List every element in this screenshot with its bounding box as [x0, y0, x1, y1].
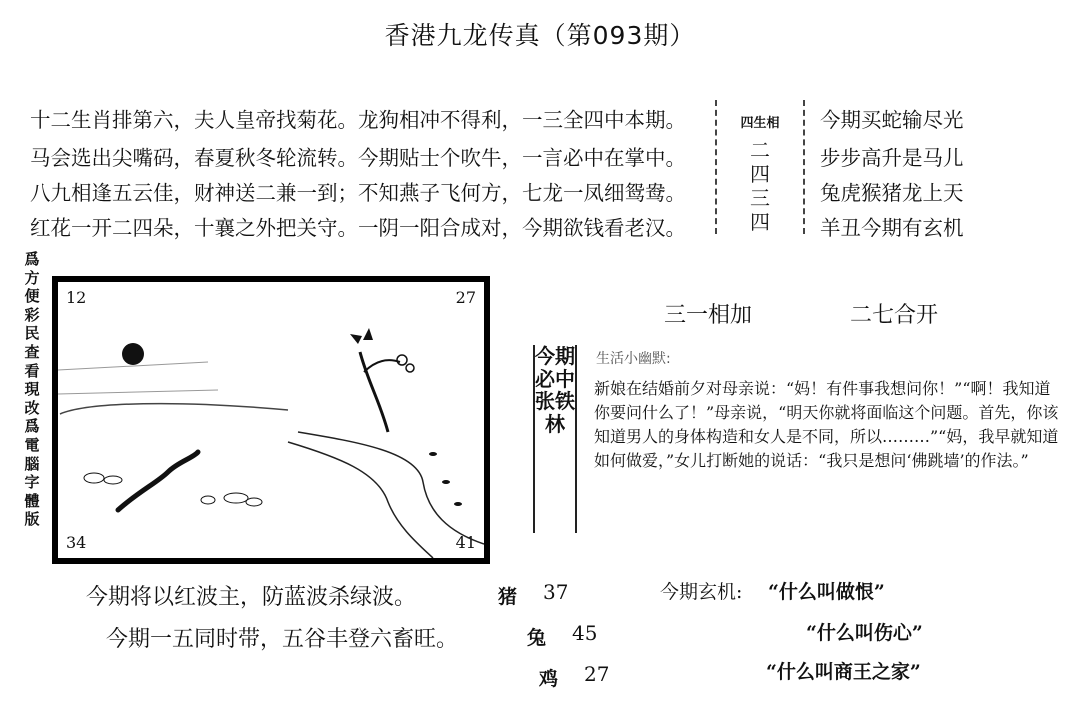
tag-number-3: 27: [584, 662, 610, 686]
zodiac-header: 四生相: [740, 116, 780, 131]
tag-char-3: 鸡: [539, 668, 559, 690]
zodiac-box: [715, 100, 805, 234]
riddle-label: 今期玄机:: [660, 581, 743, 603]
side-note: 爲方便彩民查看現改爲電腦字體版: [24, 250, 40, 529]
landscape-illustration: [58, 282, 484, 558]
corner-number-bottom-left: 34: [66, 533, 87, 552]
poem-line-1: 十二生肖排第六，夫人皇帝找菊花。龙狗相冲不得利，一三全四中本期。: [30, 108, 686, 132]
hint-left: 三一相加: [664, 303, 753, 328]
snake-shape: [118, 452, 198, 510]
poem-line-4: 红花一开二四朵，十襄之外把关守。一阴一阳合成对，今期欲钱看老汉。: [30, 216, 686, 240]
story-label: 生活小幽默:: [596, 351, 671, 367]
page-title: 香港九龙传真（第093期）: [384, 21, 696, 50]
tag-number-2: 45: [572, 621, 598, 645]
bottom-line-1: 今期将以红波主，防蓝波杀绿波。: [86, 585, 417, 610]
sun-shape: [122, 343, 144, 365]
tag-char-1: 猪: [498, 586, 518, 608]
riddle-line-3: “什么叫商王之家”: [766, 661, 921, 683]
zodiac-number-4: 四: [750, 210, 770, 234]
picture-frame: [52, 276, 490, 564]
zodiac-number-3: 三: [750, 186, 770, 210]
tag-number-1: 37: [543, 580, 569, 604]
poem-line-3: 八九相逢五云佳，财神送二兼一到；不知燕子飞何方，七龙一凤细鸳鸯。: [30, 181, 686, 205]
humor-story: 新娘在结婚前夕对母亲说：“妈！有件事我想问你！”“啊！我知道你要问什么了！”母亲说，“明天你就将面临这个问题。首先，你该知道男人的身体构造和女人是不同，所以………”“妈，我早就知道如何做爱，”女儿打断她的说话：“我只是想问‘佛跳墙’的作法。”: [594, 379, 1059, 470]
must-win-box: 今期必中张铁林: [533, 345, 577, 533]
right-verse-3: 兔虎猴猪龙上天: [820, 181, 964, 205]
right-verse-1: 今期买蛇输尽光: [820, 108, 964, 132]
right-verse-4: 羊丑今期有玄机: [820, 216, 964, 240]
tag-char-2: 兔: [527, 627, 547, 649]
bottom-line-2: 今期一五同时带，五谷丰登六畜旺。: [106, 627, 459, 652]
zodiac-number-2: 四: [750, 162, 770, 186]
corner-number-top-left: 12: [66, 288, 87, 307]
riddle-line-1: “什么叫做恨”: [768, 581, 885, 603]
riddle-line-2: “什么叫伤心”: [806, 622, 923, 644]
poem-line-2: 马会选出尖嘴码，春夏秋冬轮流转。今期贴士个吹牛，一言必中在掌中。: [30, 146, 686, 170]
right-verse-2: 步步高升是马儿: [820, 146, 964, 170]
corner-number-top-right: 27: [455, 288, 476, 307]
corner-number-bottom-right: 41: [455, 533, 476, 552]
zodiac-number-1: 二: [750, 138, 770, 162]
hint-right: 二七合开: [850, 303, 939, 328]
